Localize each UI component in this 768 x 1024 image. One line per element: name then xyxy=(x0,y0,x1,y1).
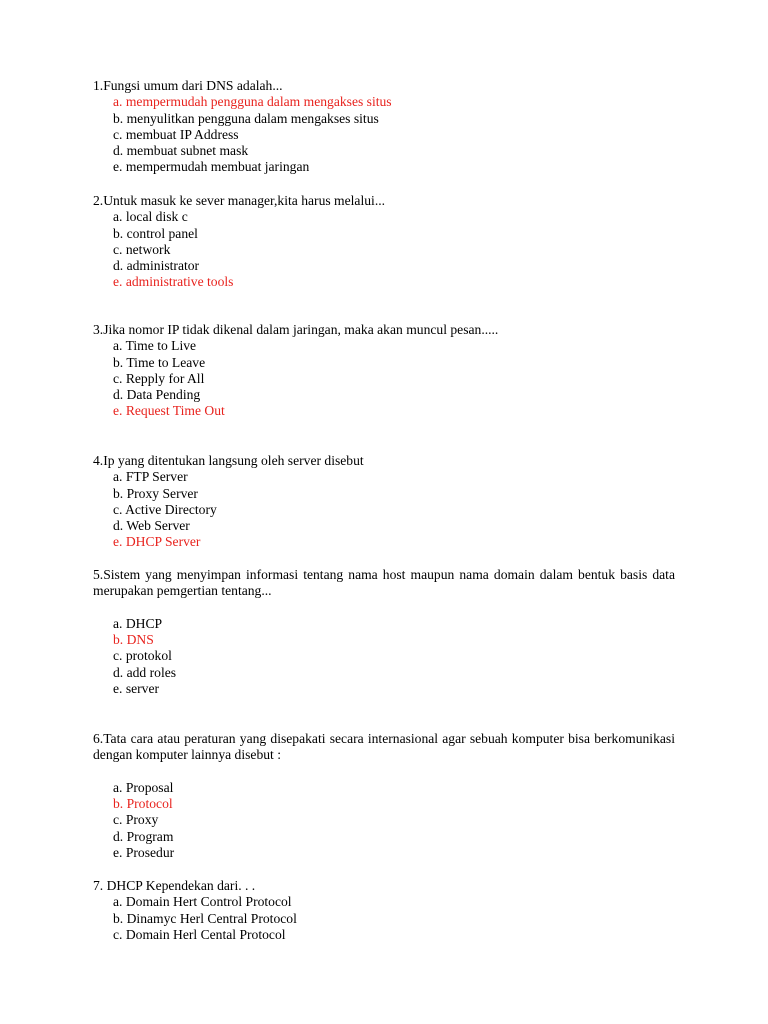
question-text: 6.Tata cara atau peraturan yang disepakati secara internasional agar sebuah komputer bisa berkomunikasi dengan komputer lainnya disebut : xyxy=(93,731,675,763)
option-b: b. Time to Leave xyxy=(113,354,206,370)
answer-options xyxy=(93,780,675,861)
question-1 xyxy=(93,78,675,176)
question-6 xyxy=(93,731,675,861)
option-b: b. menyulitkan pengguna dalam mengakses situs xyxy=(113,110,379,126)
option-a: a. DHCP xyxy=(113,615,163,631)
question-text: 1.Fungsi umum dari DNS adalah... xyxy=(93,78,283,93)
option-b: b. Protocol xyxy=(113,796,173,812)
option-d: d. Program xyxy=(113,828,174,844)
option-c: c. Proxy xyxy=(113,812,159,828)
option-b: b. control panel xyxy=(113,225,198,241)
question-4 xyxy=(93,453,675,551)
question-5 xyxy=(93,567,675,697)
answer-options xyxy=(93,209,675,290)
option-e: e. administrative tools xyxy=(113,274,234,290)
question-text: 7. DHCP Kependekan dari. . . xyxy=(93,878,256,893)
option-b: b. Dinamyc Herl Central Protocol xyxy=(113,910,297,926)
question-7 xyxy=(93,878,675,943)
option-a: a. FTP Server xyxy=(113,469,188,485)
option-d: d. administrator xyxy=(113,258,200,274)
option-a: a. local disk c xyxy=(113,209,188,225)
option-e: e. server xyxy=(113,681,160,697)
question-2 xyxy=(93,193,675,291)
option-a: a. mempermudah pengguna dalam mengakses situs xyxy=(113,94,392,110)
question-text: 4.Ip yang ditentukan langsung oleh server disebut xyxy=(93,453,364,468)
answer-options xyxy=(93,94,675,175)
answer-options xyxy=(93,469,675,550)
question-text: 3.Jika nomor IP tidak dikenal dalam jaringan, maka akan muncul pesan..... xyxy=(93,322,499,337)
question-text: 5.Sistem yang menyimpan informasi tentang nama host maupun nama domain dalam bentuk basis data merupakan pemgertian tentang... xyxy=(93,567,675,599)
option-c: c. Repply for All xyxy=(113,370,205,386)
answer-options xyxy=(93,894,675,943)
option-b: b. Proxy Server xyxy=(113,485,198,501)
option-c: c. protokol xyxy=(113,648,172,664)
option-c: c. network xyxy=(113,241,171,257)
answer-options xyxy=(93,616,675,697)
option-e: e. DHCP Server xyxy=(113,534,201,550)
answer-options xyxy=(93,338,675,419)
option-a: a. Domain Hert Control Protocol xyxy=(113,894,292,910)
option-e: e. Request Time Out xyxy=(113,403,225,419)
option-d: d. Data Pending xyxy=(113,387,201,403)
option-a: a. Time to Live xyxy=(113,338,197,354)
option-b: b. DNS xyxy=(113,632,154,648)
question-3 xyxy=(93,322,675,420)
option-d: d. membuat subnet mask xyxy=(113,143,249,159)
option-c: c. membuat IP Address xyxy=(113,126,239,142)
option-d: d. Web Server xyxy=(113,518,190,534)
option-c: c. Active Directory xyxy=(113,501,217,517)
option-c: c. Domain Herl Cental Protocol xyxy=(113,926,286,942)
option-a: a. Proposal xyxy=(113,779,174,795)
question-text: 2.Untuk masuk ke sever manager,kita harus melalui... xyxy=(93,193,386,208)
option-e: e. Prosedur xyxy=(113,845,175,861)
option-d: d. add roles xyxy=(113,664,177,680)
option-e: e. mempermudah membuat jaringan xyxy=(113,159,310,175)
